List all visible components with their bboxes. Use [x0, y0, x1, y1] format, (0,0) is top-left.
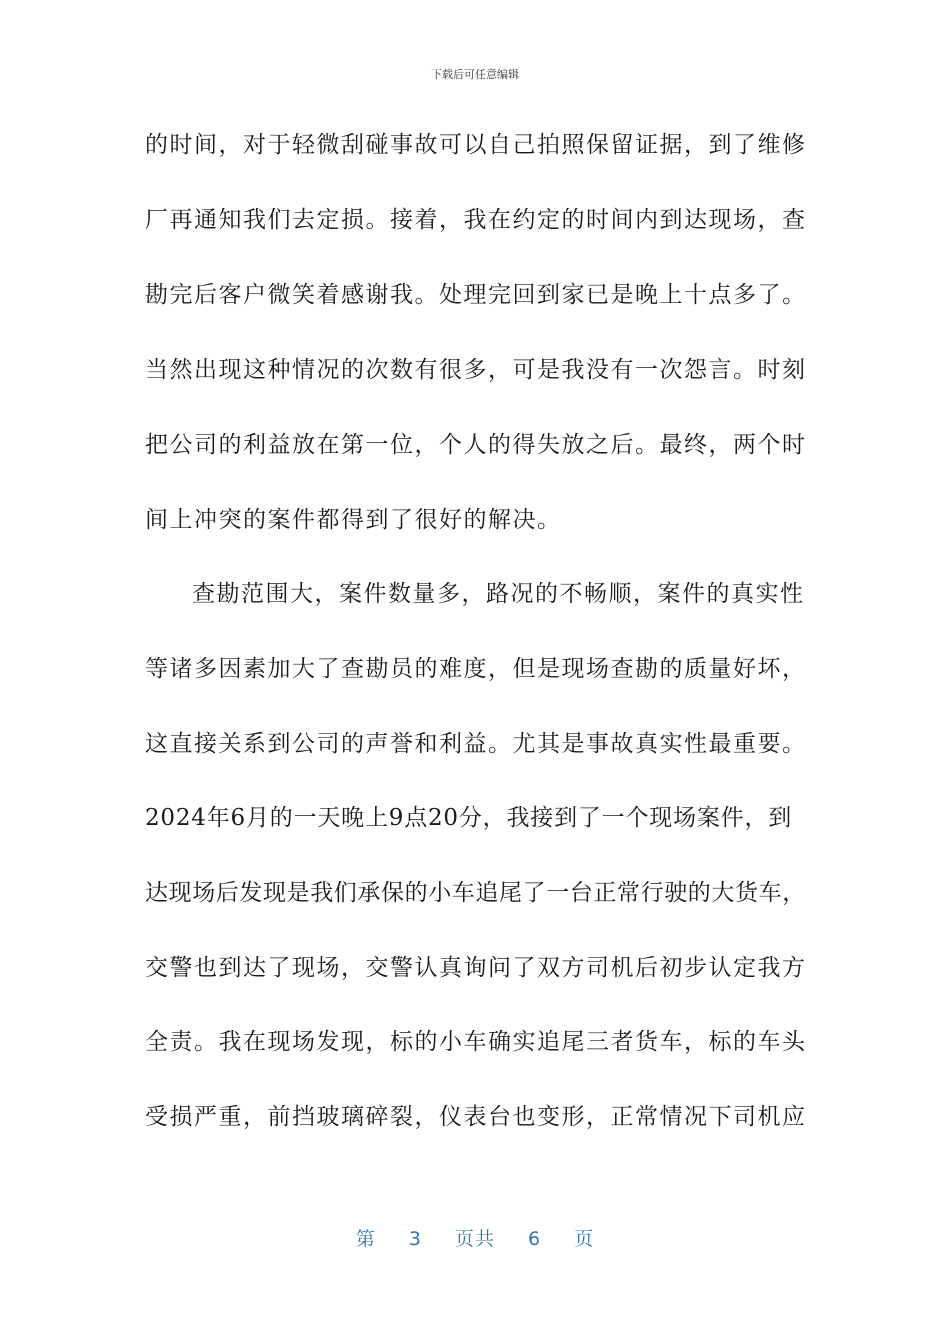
current-page-number: 3 — [408, 1228, 422, 1250]
page-middle: 页共 — [454, 1228, 495, 1250]
page-suffix: 页 — [574, 1228, 595, 1250]
text-line: 等诸多因素加大了查勘员的难度，但是现场查勘的质量好坏， — [145, 656, 807, 682]
text-line: 厂再通知我们去定损。接着，我在约定的时间内到达现场，查 — [145, 207, 807, 233]
text-line: 受损严重，前挡玻璃碎裂，仪表台也变形，正常情况下司机应 — [145, 1104, 807, 1130]
text-line: 达现场后发现是我们承保的小车追尾了一台正常行驶的大货车， — [145, 880, 806, 906]
text-line: 把公司的利益放在第一位，个人的得失放之后。最终，两个时 — [145, 432, 807, 458]
text-line: 2024年6月的一天晚上9点20分，我接到了一个现场案件，到 — [145, 805, 793, 831]
text-line: 交警也到达了现场，交警认真询问了双方司机后初步认定我方 — [145, 955, 807, 981]
text-line: 勘完后客户微笑着感谢我。处理完回到家已是晚上十点多了。 — [145, 282, 807, 308]
total-pages-number: 6 — [528, 1228, 542, 1250]
text-line: 的时间，对于轻微刮碰事故可以自己拍照保留证据，到了维修 — [145, 132, 807, 158]
paragraph-first-line: 查勘范围大，案件数量多，路况的不畅顺，案件的真实性 — [192, 581, 805, 607]
page-header: 下载后可任意编辑 — [431, 68, 519, 81]
text-line: 间上冲突的案件都得到了很好的解决。 — [145, 507, 562, 533]
text-line: 全责。我在现场发现，标的小车确实追尾三者货车，标的车头 — [145, 1029, 807, 1055]
text-line: 当然出现这种情况的次数有很多，可是我没有一次怨言。时刻 — [145, 357, 807, 383]
page-prefix: 第 — [355, 1228, 376, 1250]
text-line: 这直接关系到公司的声誉和利益。尤其是事故真实性最重要。 — [145, 731, 807, 757]
page-footer — [0, 1224, 950, 1251]
